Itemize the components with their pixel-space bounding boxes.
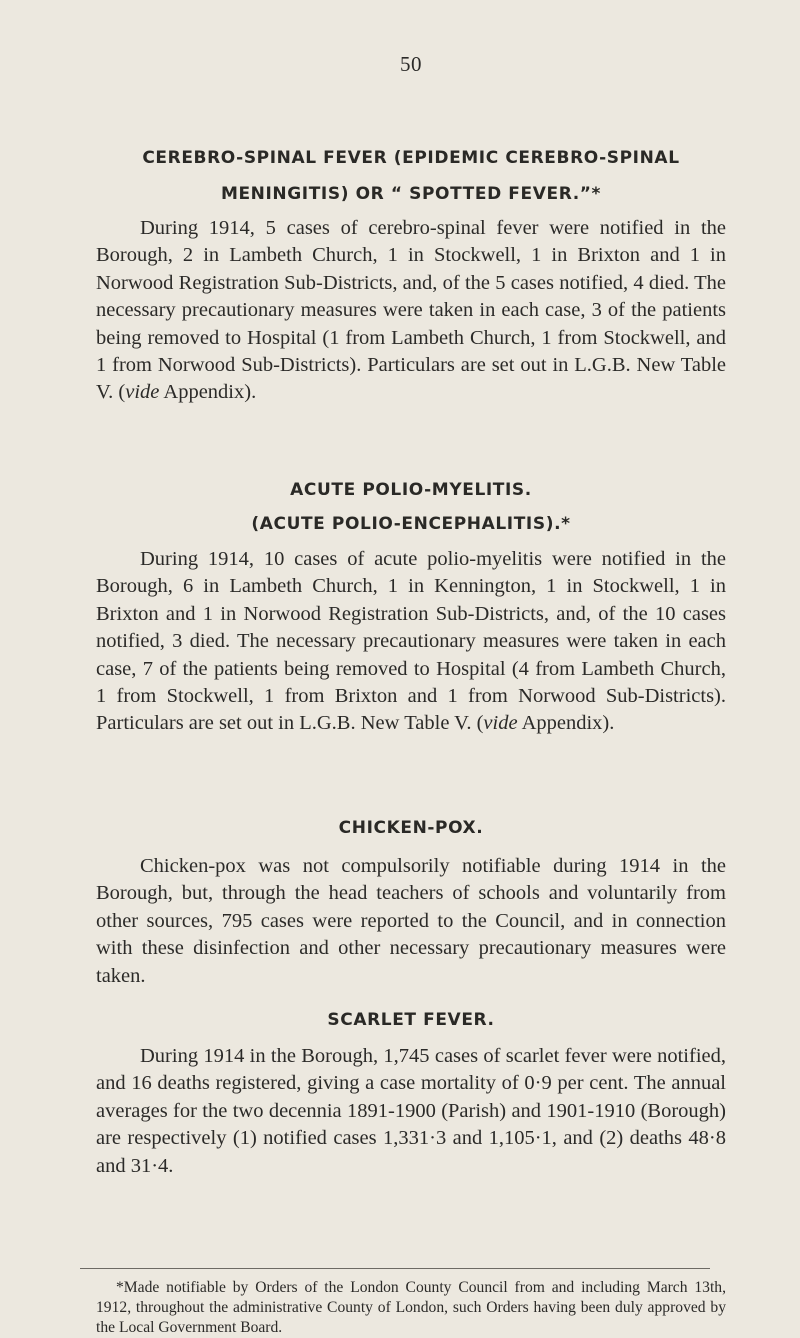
section-scarlet-fever: [96, 1010, 726, 1180]
page-number: 50: [400, 52, 422, 76]
body-text: During 1914, 5 cases of cerebro-spinal fever were notified in the Borough, 2 in Lambeth Church, 1 in Stockwell, 1 in Brixton and 1 in Norwood Registration Sub-Districts, and, of the 5 cases notified, 4 died. The necessary precautionary measures were taken in each case, 3 of the patients being removed to Hospital (1 from Lambeth Church, 1 from Stockwell, and 1 from Norwood Sub-Districts). Particulars are set out in L.G.B. New Table V. (: [96, 217, 726, 404]
section-body: [96, 215, 726, 407]
body-text-end: Appendix).: [159, 381, 257, 404]
section-heading: ACUTE POLIO-MYELITIS.: [290, 480, 532, 500]
footnote: *Made notifiable by Orders of the London County Council from and including March 13th, 1912, throughout the administrative County of London, such Orders having been duly approved by the Local Government Board.: [96, 1279, 726, 1336]
section-body: During 1914 in the Borough, 1,745 cases of scarlet fever were notified, and 16 deaths registered, giving a case mortality of 0·9 per cent. The annual averages for the two decennia 1891-1900 (Parish) and 1901-1910 (Borough) are respectively (1) notified cases 1,331·3 and 1,105·1, and (2) deaths 48·8 and 31·4.: [96, 1045, 726, 1177]
section-heading-line2: MENINGITIS) OR “ SPOTTED FEVER.”*: [220, 184, 602, 204]
section-heading: CEREBRO-SPINAL FEVER (EPIDEMIC CEREBRO-SPINAL: [142, 148, 680, 168]
footnote-divider: [80, 1268, 710, 1269]
section-body: Chicken-pox was not compulsorily notifiable during 1914 in the Borough, but, through the head teachers of schools and voluntarily from other sources, 795 cases were reported to the Council, and in connection with these disinfection and other necessary precautionary measures were taken.: [96, 855, 726, 987]
section-acute-polio-myelitis: [96, 480, 726, 738]
body-italic-text: vide: [125, 381, 160, 404]
section-heading-line2: (ACUTE POLIO-ENCEPHALITIS).*: [251, 514, 571, 534]
section-heading: SCARLET FEVER.: [327, 1010, 495, 1030]
section-heading: CHICKEN-POX.: [338, 818, 484, 838]
body-text: During 1914, 10 cases of acute polio-myelitis were notified in the Borough, 6 in Lambeth Church, 1 in Kennington, 1 in Stockwell, 1 in Brixton and 1 in Norwood Registration Sub-Districts, and, of the 10 cases notified, 3 died. The necessary precautionary measures were taken in each case, 7 of the patients being removed to Hospital (4 from Lambeth Church, 1 from Stockwell, 1 from Brixton and 1 from Norwood Sub-Districts). Particulars are set out in L.G.B. New Table V. (: [96, 548, 726, 735]
section-chicken-pox: [96, 818, 726, 990]
section-cerebro-spinal-fever: [96, 148, 726, 407]
body-italic-text: vide: [483, 712, 518, 735]
document-page: [96, 0, 726, 1334]
body-text-end: Appendix).: [517, 712, 615, 735]
section-body: [96, 546, 726, 738]
